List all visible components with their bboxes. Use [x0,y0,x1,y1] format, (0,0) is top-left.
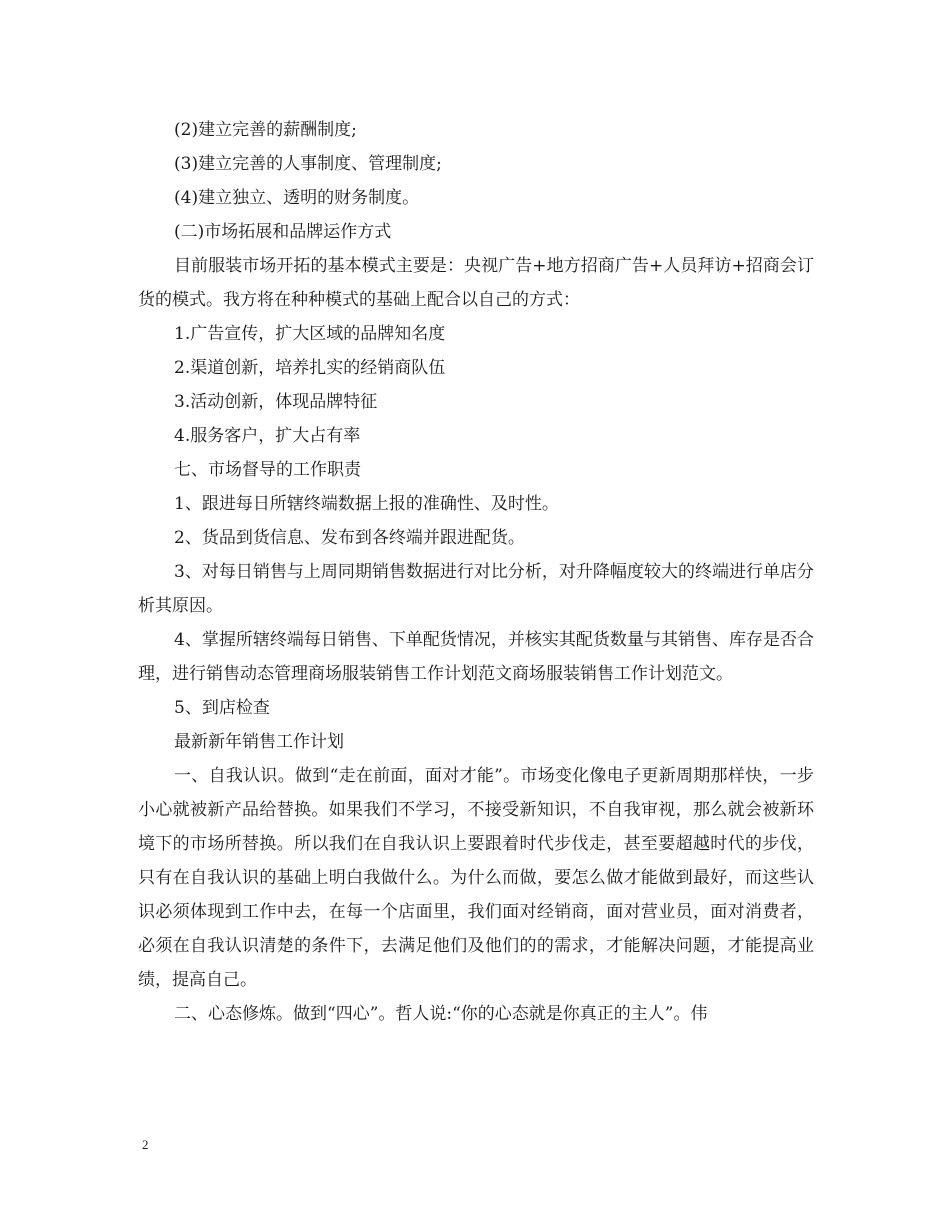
paragraph: (4)建立独立、透明的财务制度。 [174,188,420,208]
list-item: 5、到店检查 [174,698,270,718]
paragraph: (3)建立完善的人事制度、管理制度; [174,154,442,174]
page-number: 2 [142,1137,149,1152]
section-heading: 七、市场督导的工作职责 [174,460,361,480]
section-heading: 最新新年销售工作计划 [174,732,344,752]
paragraph: 一、自我认识。做到“走在前面，面对才能”。市场变化像电子更新周期那样快，一步小心就被新产品给替换。如果我们不学习，不接受新知识，不自我审视，那么就会被新环境下的市场所替换。所以我们在自我认识上要跟着时代步伐走，甚至要超越时代的步伐，只有在自我认识的基础上明白我做什么。为什么而做，要怎么做才能做到最好，而这些认识必须体现到工作中去，在每一个店面里，我们面对经销商，面对营业员，面对消费者，必须在自我认识清楚的条件下，去满足他们及他们的的需求，才能解决问题，才能提高业绩，提高自己。 [138,766,814,990]
list-item: 1、跟进每日所辖终端数据上报的准确性、及时性。 [174,494,559,514]
list-item: 2、货品到货信息、发布到各终端并跟进配货。 [174,528,525,548]
list-item: 3、对每日销售与上周同期销售数据进行对比分析，对升降幅度较大的终端进行单店分析其原因。 [138,562,814,616]
paragraph: 二、心态修炼。做到“四心”。哲人说:“你的心态就是你真正的主人”。伟 [174,1004,708,1024]
list-item: 2.渠道创新，培养扎实的经销商队伍 [174,358,446,378]
list-item: 4.服务客户，扩大占有率 [174,426,361,446]
paragraph: 目前服装市场开拓的基本模式主要是：央视广告+地方招商广告+人员拜访+招商会订货的模式。我方将在种种模式的基础上配合以自己的方式： [138,256,814,310]
paragraph: (2)建立完善的薪酬制度; [174,120,357,140]
list-item: 3.活动创新，体现品牌特征 [174,392,378,412]
document-body [138,113,814,1031]
section-heading: (二)市场拓展和品牌运作方式 [174,222,392,242]
list-item: 4、掌握所辖终端每日销售、下单配货情况，并核实其配货数量与其销售、库存是否合理，进行销售动态管理商场服装销售工作计划范文商场服装销售工作计划范文。 [138,630,814,684]
list-item: 1.广告宣传，扩大区域的品牌知名度 [174,324,446,344]
